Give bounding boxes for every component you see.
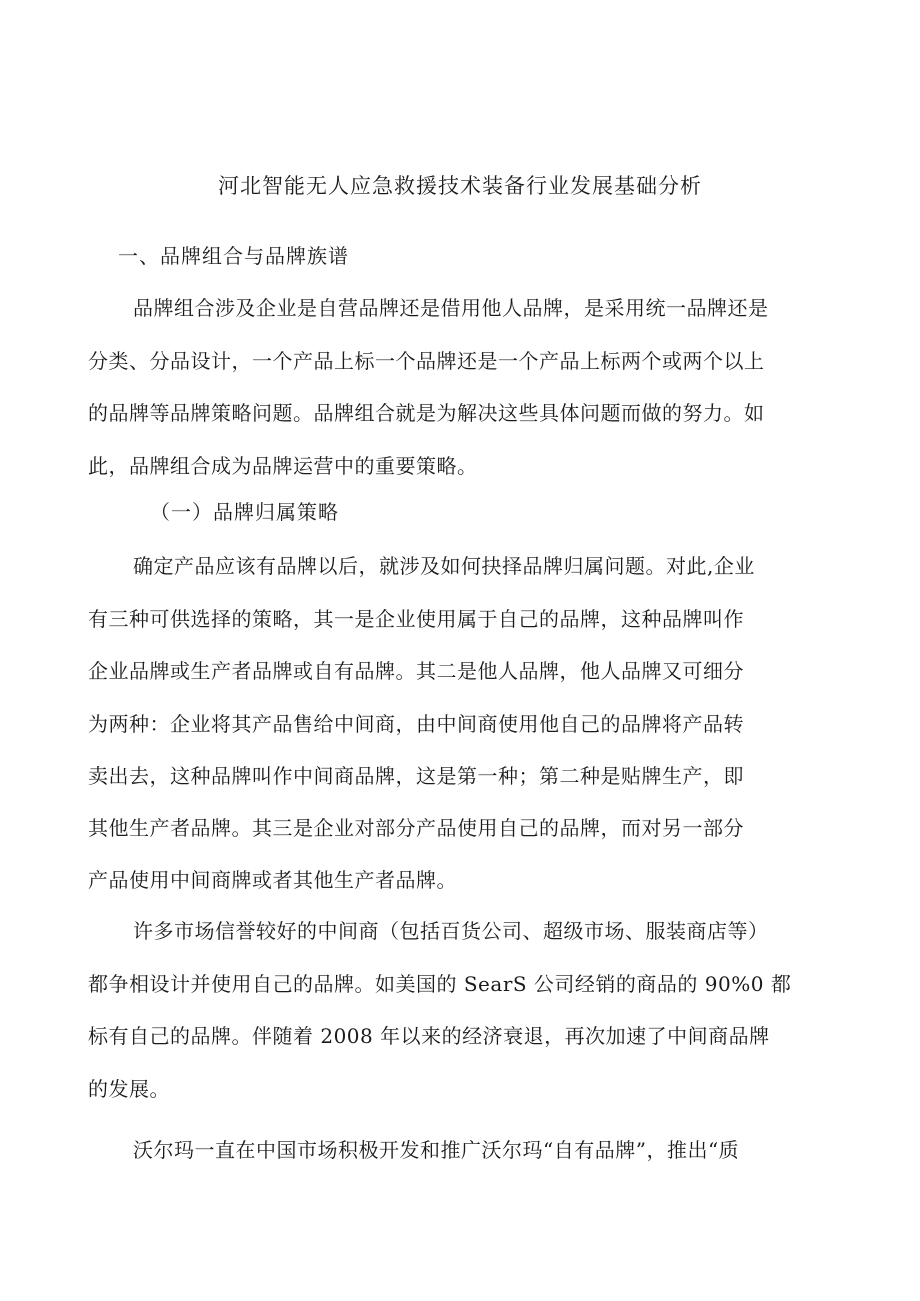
paragraph-line: 企业品牌或生产者品牌或自有品牌。其二是他人品牌，他人品牌又可细分 [88, 659, 744, 683]
paragraph-line: 的品牌等品牌策略问题。品牌组合就是为解决这些具体问题而做的努力。如 [88, 401, 765, 425]
page-title: 河北智能无人应急救援技术装备行业发展基础分析 [218, 174, 702, 198]
paragraph-line: 沃尔玛一直在中国市场积极开发和推广沃尔玛“自有品牌”，推出“质 [133, 1138, 740, 1162]
paragraph-line: 品牌组合涉及企业是自营品牌还是借用他人品牌，是采用统一品牌还是 [133, 296, 769, 320]
paragraph-line: 许多市场信誉较好的中间商（包括百货公司、超级市场、服装商店等） [133, 919, 769, 943]
paragraph-line: 分类、分品设计，一个产品上标一个品牌还是一个产品上标两个或两个以上 [88, 349, 765, 373]
paragraph-line: 其他生产者品牌。其三是企业对部分产品使用自己的品牌，而对另一部分 [88, 816, 744, 840]
subsection-heading: （一）品牌归属策略 [150, 500, 339, 524]
paragraph-line: 为两种：企业将其产品售给中间商，由中间商使用他自己的品牌将产品转 [88, 712, 744, 736]
paragraph-line: 此，品牌组合成为品牌运营中的重要策略。 [88, 454, 478, 478]
paragraph-line: 确定产品应该有品牌以后，就涉及如何抉择品牌归属问题。对此,企业 [133, 554, 755, 578]
paragraph-line: 产品使用中间商牌或者其他生产者品牌。 [88, 868, 457, 892]
paragraph-line: 有三种可供选择的策略，其一是企业使用属于自己的品牌，这种品牌叫作 [88, 607, 744, 631]
section-heading: 一、品牌组合与品牌族谱 [118, 244, 349, 268]
paragraph-line: 标有自己的品牌。伴随着 2008 年以来的经济衰退，再次加速了中间商品牌 [88, 1024, 770, 1048]
paragraph-line: 卖出去，这种品牌叫作中间商品牌，这是第一种；第二种是贴牌生产，即 [88, 764, 744, 788]
paragraph-line: 都争相设计并使用自己的品牌。如美国的 SearS 公司经销的商品的 90%0 都 [88, 972, 792, 996]
paragraph-line: 的发展。 [88, 1077, 170, 1101]
